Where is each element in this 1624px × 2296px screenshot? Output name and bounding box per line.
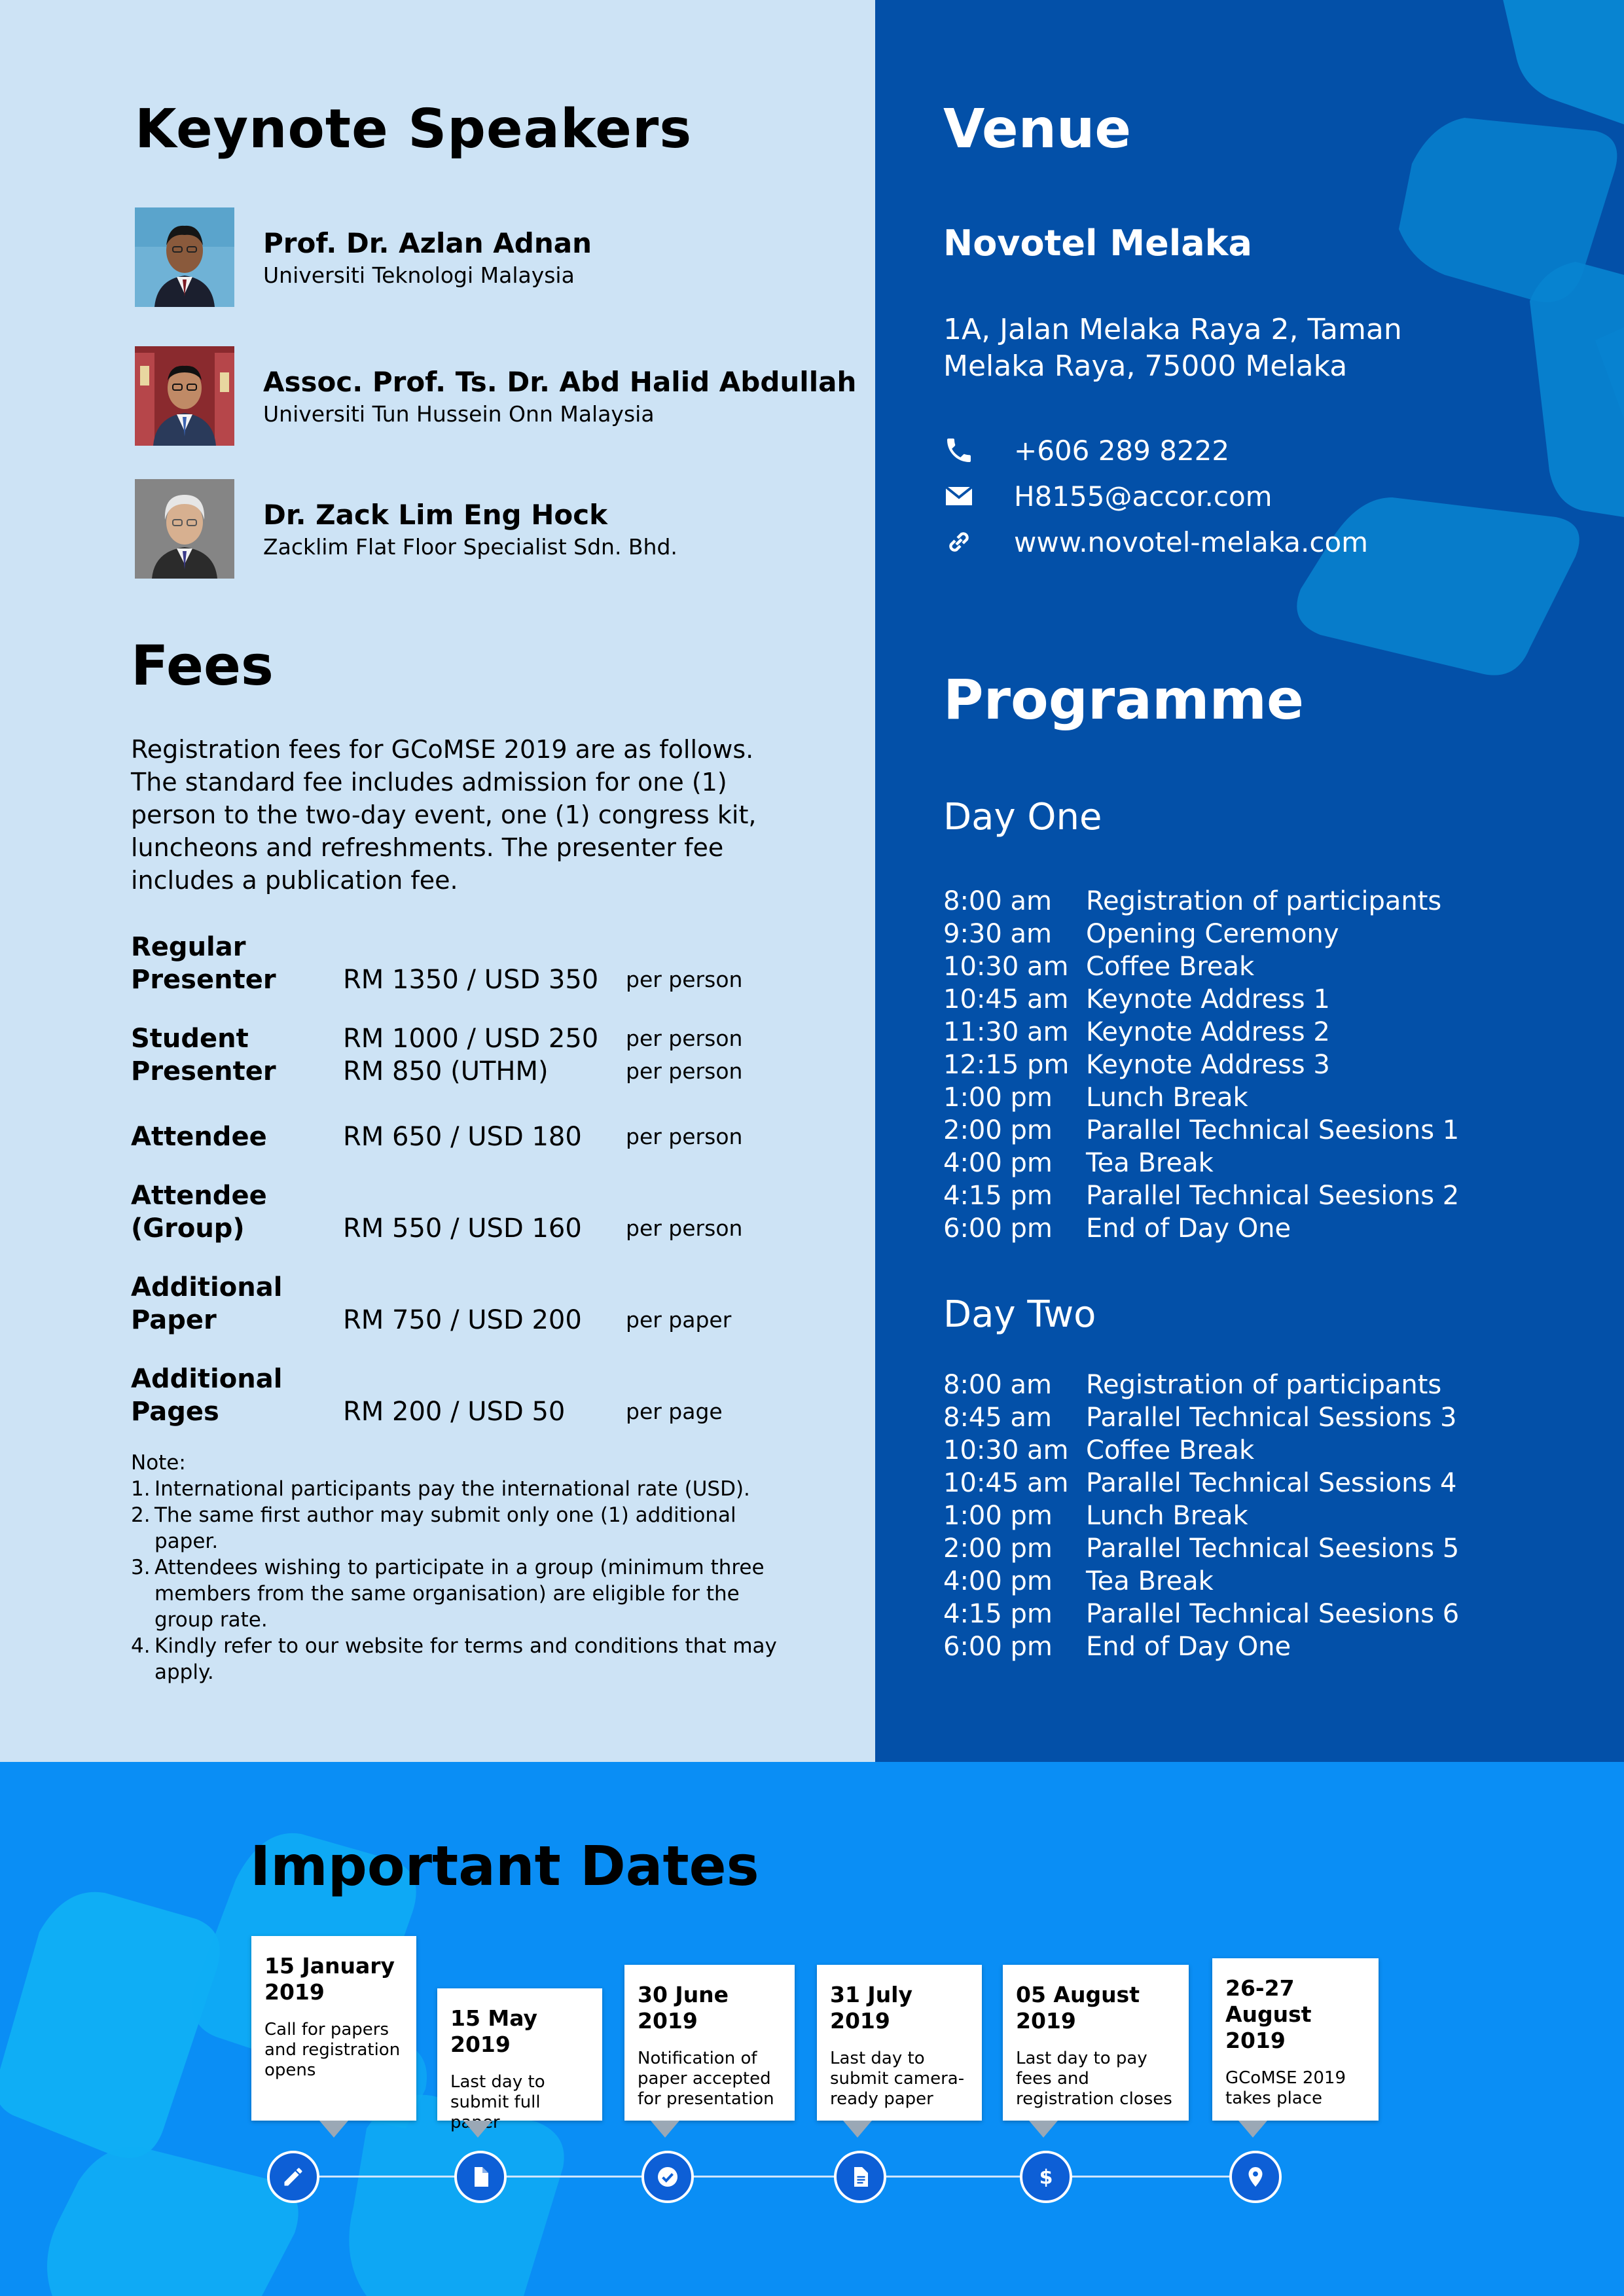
schedule-event: Opening Ceremony — [1086, 919, 1339, 949]
location-pin-icon — [1244, 2165, 1267, 2189]
timeline-node — [1229, 2151, 1282, 2203]
check-icon — [656, 2165, 679, 2189]
fee-price-alt: RM 850 (UTHM) — [343, 1056, 549, 1086]
file-text-icon — [848, 2165, 872, 2189]
fee-category: Student Presenter — [131, 1024, 276, 1086]
pointer-arrow — [1029, 2121, 1058, 2138]
schedule-time: 4:00 pm — [943, 1566, 1053, 1596]
date-description: Last day to submit full paper — [450, 2072, 545, 2132]
fee-unit: per person — [626, 1124, 743, 1149]
date-description: Notification of paper accepted for presentation — [638, 2049, 774, 2109]
schedule-event: Lunch Break — [1086, 1083, 1248, 1113]
schedule-event: Keynote Address 1 — [1086, 984, 1330, 1014]
schedule-event: Lunch Break — [1086, 1501, 1248, 1531]
date-card — [817, 1965, 982, 2121]
day-one-title: Day One — [943, 796, 1102, 838]
venue-heading: Venue — [943, 98, 1131, 160]
schedule-row — [943, 885, 1611, 918]
fee-price: RM 550 / USD 160 — [343, 1213, 582, 1244]
schedule-event: Keynote Address 2 — [1086, 1017, 1330, 1047]
pointer-arrow — [319, 2121, 348, 2138]
timeline-node — [1020, 2151, 1072, 2203]
schedule-row — [943, 1114, 1611, 1147]
fee-price: RM 650 / USD 180 — [343, 1122, 582, 1152]
schedule-time: 4:15 pm — [943, 1181, 1053, 1211]
schedule-row — [943, 1434, 1611, 1467]
date-label: 26-27 August 2019 — [1225, 1975, 1312, 2053]
schedule-event: Parallel Technical Seesions 2 — [1086, 1181, 1460, 1211]
pencil-icon — [281, 2165, 305, 2189]
note-item: 2. The same first author may submit only one (1) additional paper. — [131, 1503, 736, 1553]
fees-notes — [131, 1450, 785, 1685]
timeline-node — [834, 2151, 886, 2203]
fee-unit: per person — [626, 1026, 743, 1051]
document-icon — [469, 2165, 492, 2189]
right-panel — [875, 0, 1624, 1762]
fee-unit: per person — [626, 1215, 743, 1241]
svg-text:$: $ — [1039, 2166, 1053, 2189]
venue-name: Novotel Melaka — [943, 223, 1252, 264]
website-link[interactable]: www.novotel-melaka.com — [1014, 526, 1369, 558]
left-panel — [0, 0, 875, 1762]
schedule-event: Parallel Technical Seesions 6 — [1086, 1599, 1460, 1629]
fee-category: Attendee (Group) — [131, 1181, 267, 1244]
speaker-name: Dr. Zack Lim Eng Hock — [263, 499, 608, 531]
note-item: 4. Kindly refer to our website for terms and conditions that may apply. — [131, 1634, 777, 1684]
schedule-row — [943, 1467, 1611, 1499]
date-card — [251, 1936, 416, 2121]
important-dates-section — [0, 1762, 1624, 2296]
schedule-time: 1:00 pm — [943, 1083, 1053, 1113]
schedule-time: 6:00 pm — [943, 1213, 1053, 1244]
contact-website — [943, 526, 1532, 565]
date-card — [1212, 1958, 1379, 2121]
fee-price: RM 1000 / USD 250 — [343, 1024, 599, 1054]
schedule-event: Parallel Technical Sessions 4 — [1086, 1468, 1457, 1498]
timeline-node — [641, 2151, 694, 2203]
schedule-time: 8:00 am — [943, 886, 1053, 916]
timeline-line — [293, 2176, 1255, 2178]
schedule-time: 11:30 am — [943, 1017, 1069, 1047]
schedule-row — [943, 1565, 1611, 1598]
schedule-row — [943, 1212, 1611, 1245]
schedule-row — [943, 1630, 1611, 1663]
day-two-title: Day Two — [943, 1293, 1096, 1336]
fees-description: Registration fees for GCoMSE 2019 are as follows. The standard fee includes admission for one (1) person to the two-day event, one (1) congress kit, luncheons and refreshments. The presenter fee includes a publication fee. — [131, 735, 757, 895]
date-card — [437, 1988, 602, 2132]
schedule-event: Parallel Technical Seesions 1 — [1086, 1115, 1460, 1145]
schedule-time: 10:45 am — [943, 984, 1069, 1014]
date-label: 15 May 2019 — [450, 2005, 538, 2057]
speaker-card — [135, 207, 855, 307]
envelope-icon — [943, 480, 975, 512]
speaker-affiliation: Universiti Tun Hussein Onn Malaysia — [263, 401, 655, 427]
schedule-row — [943, 1598, 1611, 1630]
contact-email — [943, 480, 1532, 520]
speaker-affiliation: Universiti Teknologi Malaysia — [263, 262, 575, 288]
pointer-arrow — [651, 2121, 679, 2138]
date-description: Call for papers and registration opens — [264, 2020, 401, 2080]
schedule-row — [943, 1401, 1611, 1434]
timeline-node — [454, 2151, 507, 2203]
schedule-time: 4:15 pm — [943, 1599, 1053, 1629]
day-two-schedule — [943, 1369, 1611, 1663]
keynote-speakers-heading: Keynote Speakers — [135, 98, 693, 160]
fee-unit: per page — [626, 1399, 723, 1424]
link-icon — [943, 526, 975, 558]
fee-price: RM 200 / USD 50 — [343, 1397, 566, 1427]
schedule-time: 6:00 pm — [943, 1632, 1053, 1662]
schedule-event: Registration of participants — [1086, 1370, 1442, 1400]
fee-unit-alt: per person — [626, 1058, 743, 1084]
schedule-time: 12:15 pm — [943, 1050, 1070, 1080]
schedule-row — [943, 1499, 1611, 1532]
fee-price: RM 750 / USD 200 — [343, 1305, 582, 1335]
date-label: 31 July 2019 — [830, 1982, 913, 2034]
date-label: 15 January 2019 — [264, 1953, 395, 2005]
schedule-time: 4:00 pm — [943, 1148, 1053, 1178]
fee-category: Regular Presenter — [131, 932, 276, 995]
speaker-card — [135, 346, 855, 446]
venue-address: 1A, Jalan Melaka Raya 2, Taman Melaka Raya, 75000 Melaka — [943, 313, 1402, 383]
schedule-event: Keynote Address 3 — [1086, 1050, 1330, 1080]
date-card — [624, 1965, 795, 2121]
schedule-row — [943, 1369, 1611, 1401]
day-one-schedule — [943, 885, 1611, 1245]
schedule-time: 10:30 am — [943, 1435, 1069, 1465]
schedule-row — [943, 1016, 1611, 1049]
note-item: 3. Attendees wishing to participate in a group (minimum three members from the same organisation) are eligible for the group rate. — [131, 1556, 765, 1632]
schedule-time: 10:30 am — [943, 952, 1069, 982]
fee-unit: per person — [626, 967, 743, 992]
speaker-name: Prof. Dr. Azlan Adnan — [263, 227, 592, 259]
fees-heading: Fees — [131, 634, 274, 698]
schedule-event: Registration of participants — [1086, 886, 1442, 916]
fee-unit: per paper — [626, 1307, 732, 1333]
schedule-event: Tea Break — [1086, 1566, 1214, 1596]
schedule-event: Tea Break — [1086, 1148, 1214, 1178]
schedule-row — [943, 950, 1611, 983]
important-dates-heading: Important Dates — [250, 1834, 759, 1898]
fee-price: RM 1350 / USD 350 — [343, 965, 599, 995]
notes-title: Note: — [131, 1451, 186, 1475]
schedule-time: 2:00 pm — [943, 1534, 1053, 1564]
dollar-icon — [1034, 2165, 1058, 2189]
pointer-arrow — [843, 2121, 872, 2138]
programme-heading: Programme — [943, 668, 1304, 732]
schedule-row — [943, 983, 1611, 1016]
schedule-event: Parallel Technical Seesions 5 — [1086, 1534, 1460, 1564]
speaker-photo — [135, 346, 234, 446]
pointer-arrow — [1238, 2121, 1267, 2138]
fee-category: Additional Paper — [131, 1272, 283, 1335]
speaker-card — [135, 479, 855, 579]
schedule-time: 9:30 am — [943, 919, 1053, 949]
schedule-row — [943, 1532, 1611, 1565]
timeline-node — [267, 2151, 319, 2203]
schedule-event: Parallel Technical Sessions 3 — [1086, 1403, 1457, 1433]
date-card — [1003, 1965, 1189, 2121]
note-item: 1. International participants pay the international rate (USD). — [131, 1477, 750, 1501]
schedule-time: 10:45 am — [943, 1468, 1069, 1498]
date-label: 30 June 2019 — [638, 1982, 729, 2034]
speaker-name: Assoc. Prof. Ts. Dr. Abd Halid Abdullah — [263, 366, 857, 398]
speaker-photo — [135, 479, 234, 579]
phone-number: +606 289 8222 — [1014, 435, 1230, 467]
schedule-time: 2:00 pm — [943, 1115, 1053, 1145]
speaker-affiliation: Zacklim Flat Floor Specialist Sdn. Bhd. — [263, 534, 677, 560]
schedule-time: 1:00 pm — [943, 1501, 1053, 1531]
date-description: GCoMSE 2019 takes place — [1225, 2068, 1346, 2108]
date-description: Last day to submit camera-ready paper — [830, 2049, 965, 2109]
date-description: Last day to pay fees and registration closes — [1016, 2049, 1172, 2109]
email-link[interactable]: H8155@accor.com — [1014, 480, 1272, 512]
date-label: 05 August 2019 — [1016, 1982, 1140, 2034]
fee-category: Attendee — [131, 1122, 267, 1152]
schedule-row — [943, 1147, 1611, 1179]
schedule-row — [943, 918, 1611, 950]
schedule-event: End of Day One — [1086, 1213, 1291, 1244]
schedule-event: Coffee Break — [1086, 1435, 1255, 1465]
pointer-arrow — [463, 2121, 492, 2138]
speaker-photo — [135, 207, 234, 307]
schedule-time: 8:45 am — [943, 1403, 1053, 1433]
schedule-row — [943, 1179, 1611, 1212]
fee-category: Additional Pages — [131, 1364, 283, 1427]
schedule-time: 8:00 am — [943, 1370, 1053, 1400]
schedule-row — [943, 1081, 1611, 1114]
phone-icon — [943, 435, 975, 466]
schedule-row — [943, 1049, 1611, 1081]
contact-phone — [943, 435, 1532, 474]
schedule-event: End of Day One — [1086, 1632, 1291, 1662]
schedule-event: Coffee Break — [1086, 952, 1255, 982]
